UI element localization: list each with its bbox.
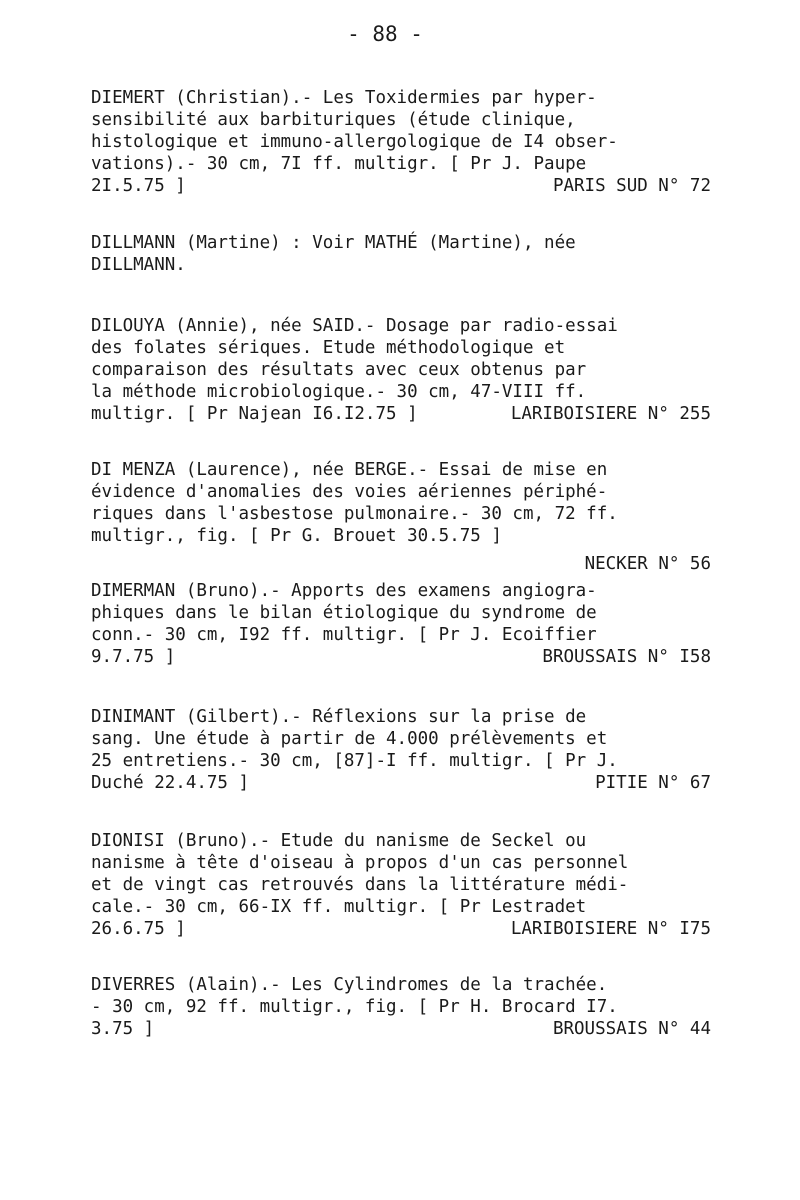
entry-faculty: LARIBOISIERE N° 255 [510, 404, 711, 424]
entry-line: et de vingt cas retrouvés dans la littérature médi- [91, 875, 629, 895]
entry-line: 25 entretiens.- 30 cm, [87]-I ff. multigr. [ Pr J. [91, 751, 618, 771]
entry-line: comparaison des résultats avec ceux obtenus par [91, 360, 587, 380]
bibliography-entry [91, 87, 711, 197]
entry-date: Duché 22.4.75 ] [91, 773, 250, 793]
entry-line: multigr., fig. [ Pr G. Brouet 30.5.75 ] [91, 526, 502, 546]
bibliography-entry [91, 232, 711, 276]
entry-last-line [91, 403, 711, 425]
entry-date: 26.6.75 ] [91, 919, 186, 939]
entry-line: cale.- 30 cm, 66-IX ff. multigr. [ Pr Lestradet [91, 897, 587, 917]
entry-line: nanisme à tête d'oiseau à propos d'un cas personnel [91, 853, 629, 873]
entry-line: la méthode microbiologique.- 30 cm, 47-VIII ff. [91, 382, 587, 402]
entry-line: DIVERRES (Alain).- Les Cylindromes de la trachée. [91, 975, 608, 995]
bibliography-entry [91, 706, 711, 794]
entry-line: DILLMANN (Martine) : Voir MATHÉ (Martine), née [91, 233, 576, 253]
entry-date: 3.75 ] [91, 1019, 155, 1039]
entry-last-line [91, 1018, 711, 1040]
bibliography-entry [91, 459, 711, 575]
entry-line: évidence d'anomalies des voies aériennes périphé- [91, 482, 608, 502]
entry-line: vations).- 30 cm, 7I ff. multigr. [ Pr J. Paupe [91, 154, 587, 174]
entry-line: DILLMANN. [91, 255, 186, 275]
entry-line: histologique et immuno-allergologique de I4 obser- [91, 132, 618, 152]
bibliography-entry [91, 830, 711, 940]
entry-line: des folates sériques. Etude méthodologique et [91, 338, 566, 358]
entry-last-line [91, 918, 711, 940]
entry-line: DI MENZA (Laurence), née BERGE.- Essai de mise en [91, 460, 608, 480]
entry-line: DIEMERT (Christian).- Les Toxidermies par hyper- [91, 88, 597, 108]
entry-last-line [91, 772, 711, 794]
entry-line: DIMERMAN (Bruno).- Apports des examens angiogra- [91, 581, 597, 601]
entry-line: - 30 cm, 92 ff. multigr., fig. [ Pr H. Brocard I7. [91, 997, 618, 1017]
entry-line: DILOUYA (Annie), née SAID.- Dosage par radio-essai [91, 316, 618, 336]
entry-line: DIONISI (Bruno).- Etude du nanisme de Seckel ou [91, 831, 587, 851]
entry-date: 2I.5.75 ] [91, 176, 186, 196]
entry-faculty: NECKER N° 56 [584, 554, 711, 574]
entry-faculty: PARIS SUD N° 72 [552, 176, 711, 196]
entry-last-line [91, 646, 711, 668]
bibliography-entry [91, 974, 711, 1040]
entry-line: sensibilité aux barbituriques (étude clinique, [91, 110, 576, 130]
entry-faculty: LARIBOISIERE N° I75 [510, 919, 711, 939]
entry-last-line [91, 175, 711, 197]
entry-date: 9.7.75 ] [91, 647, 176, 667]
entry-date: multigr. [ Pr Najean I6.I2.75 ] [91, 404, 418, 424]
entry-faculty: BROUSSAIS N° 44 [552, 1019, 711, 1039]
entry-faculty: BROUSSAIS N° I58 [542, 647, 711, 667]
entry-faculty: PITIE N° 67 [595, 773, 711, 793]
entry-line: sang. Une étude à partir de 4.000 prélèvements et [91, 729, 608, 749]
entry-line: conn.- 30 cm, I92 ff. multigr. [ Pr J. Ecoiffier [91, 625, 597, 645]
bibliography-entry [91, 580, 711, 668]
bibliography-entry [91, 315, 711, 425]
entry-line: DINIMANT (Gilbert).- Réflexions sur la prise de [91, 707, 587, 727]
entry-line: riques dans l'asbestose pulmonaire.- 30 cm, 72 ff. [91, 504, 618, 524]
page-number: - 88 - [347, 22, 423, 46]
entry-line: phiques dans le bilan étiologique du syndrome de [91, 603, 597, 623]
